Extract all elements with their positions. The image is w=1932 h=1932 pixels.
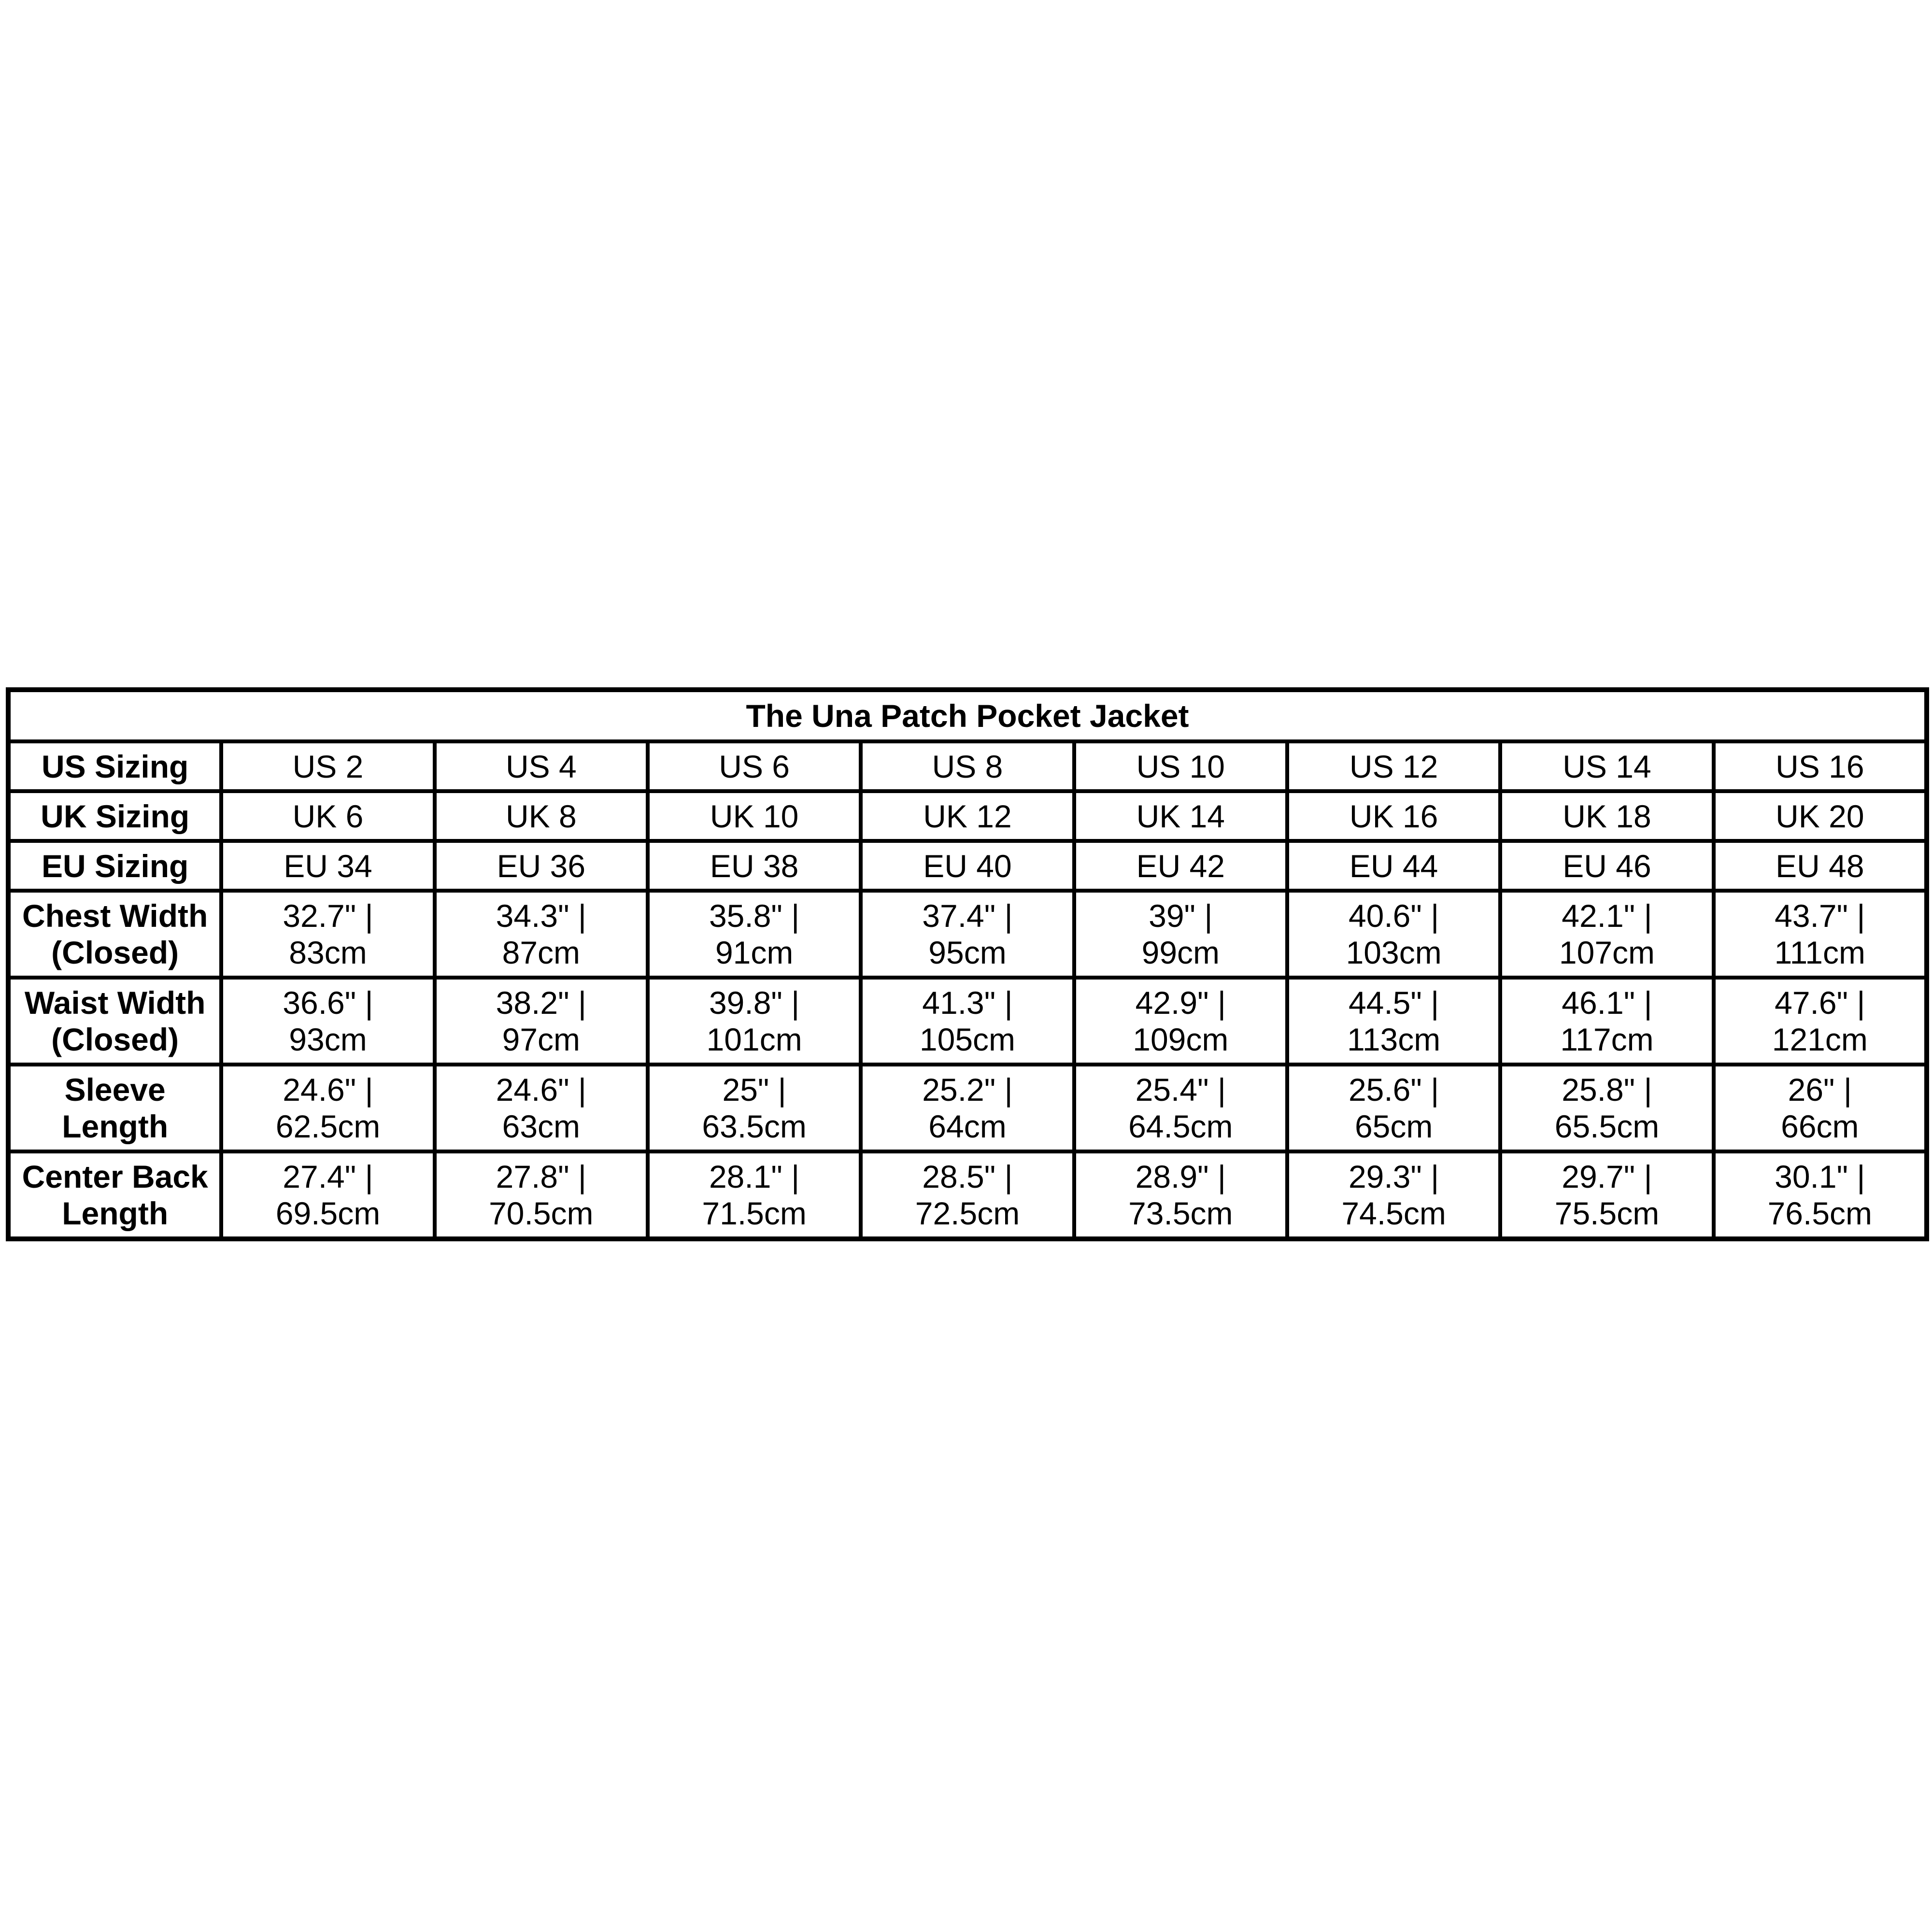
table-row bbox=[8, 891, 1927, 978]
table-cell bbox=[648, 791, 861, 841]
cell-value-line: 73.5cm bbox=[1128, 1195, 1233, 1231]
cell-value-line: UK 10 bbox=[710, 798, 799, 834]
cell-value-line: 121cm bbox=[1772, 1022, 1868, 1057]
table-cell bbox=[861, 741, 1074, 791]
table-row bbox=[8, 741, 1927, 791]
table-cell bbox=[861, 1151, 1074, 1239]
cell-value-line: 64.5cm bbox=[1128, 1108, 1233, 1144]
cell-value-line: 101cm bbox=[706, 1022, 802, 1057]
cell-value-line: EU 42 bbox=[1136, 848, 1225, 884]
cell-value-line: 63cm bbox=[502, 1108, 581, 1144]
table-cell bbox=[1287, 1065, 1500, 1151]
table-cell bbox=[1714, 1151, 1927, 1239]
cell-value-line: US 6 bbox=[719, 748, 790, 784]
table-cell bbox=[221, 841, 434, 891]
cell-value-line: EU 46 bbox=[1563, 848, 1651, 884]
row-label-line: Waist Width bbox=[24, 985, 206, 1021]
cell-value-line: 35.8" | bbox=[709, 898, 800, 934]
row-label-line: Center Back bbox=[22, 1159, 208, 1194]
cell-value-line: EU 36 bbox=[497, 848, 586, 884]
table-cell bbox=[435, 1151, 648, 1239]
cell-value-line: 83cm bbox=[289, 935, 367, 970]
table-cell bbox=[1074, 741, 1287, 791]
cell-value-line: 74.5cm bbox=[1341, 1195, 1446, 1231]
table-cell bbox=[648, 891, 861, 978]
cell-value-line: 66cm bbox=[1781, 1108, 1859, 1144]
cell-value-line: UK 6 bbox=[292, 798, 364, 834]
cell-value-line: 25.6" | bbox=[1348, 1072, 1439, 1108]
table-cell bbox=[1074, 891, 1287, 978]
cell-value-line: 30.1" | bbox=[1775, 1159, 1865, 1194]
cell-value-line: 109cm bbox=[1133, 1022, 1229, 1057]
cell-value-line: 25.2" | bbox=[922, 1072, 1013, 1108]
table-cell bbox=[1500, 741, 1713, 791]
cell-value-line: 65cm bbox=[1354, 1108, 1433, 1144]
cell-value-line: 46.1" | bbox=[1562, 985, 1652, 1021]
table-row bbox=[8, 1151, 1927, 1239]
cell-value-line: 29.7" | bbox=[1562, 1159, 1652, 1194]
row-label-line: (Closed) bbox=[51, 935, 179, 970]
cell-value-line: 24.6" | bbox=[283, 1072, 373, 1108]
cell-value-line: 97cm bbox=[502, 1022, 581, 1057]
table-cell bbox=[1287, 741, 1500, 791]
cell-value-line: 62.5cm bbox=[275, 1108, 381, 1144]
row-label bbox=[8, 841, 221, 891]
cell-value-line: 103cm bbox=[1346, 935, 1442, 970]
table-cell bbox=[1714, 978, 1927, 1065]
cell-value-line: US 12 bbox=[1349, 748, 1438, 784]
table-cell bbox=[435, 1065, 648, 1151]
row-label-line: EU Sizing bbox=[41, 848, 189, 884]
cell-value-line: 65.5cm bbox=[1554, 1108, 1660, 1144]
cell-value-line: 70.5cm bbox=[489, 1195, 594, 1231]
cell-value-line: 99cm bbox=[1141, 935, 1220, 970]
table-cell bbox=[1074, 1065, 1287, 1151]
cell-value-line: UK 14 bbox=[1136, 798, 1225, 834]
cell-value-line: 27.4" | bbox=[283, 1159, 373, 1194]
table-cell bbox=[1500, 1065, 1713, 1151]
cell-value-line: UK 16 bbox=[1349, 798, 1438, 834]
table-cell bbox=[1287, 978, 1500, 1065]
table-cell bbox=[1714, 841, 1927, 891]
table-row bbox=[8, 1065, 1927, 1151]
cell-value-line: UK 18 bbox=[1563, 798, 1651, 834]
title-row bbox=[8, 690, 1927, 741]
cell-value-line: 47.6" | bbox=[1775, 985, 1865, 1021]
table-cell bbox=[1287, 791, 1500, 841]
cell-value-line: 72.5cm bbox=[915, 1195, 1020, 1231]
table-cell bbox=[1074, 978, 1287, 1065]
table-cell bbox=[1714, 741, 1927, 791]
cell-value-line: 87cm bbox=[502, 935, 581, 970]
table-row bbox=[8, 841, 1927, 891]
table-cell bbox=[1500, 891, 1713, 978]
cell-value-line: 39" | bbox=[1149, 898, 1213, 934]
table-cell bbox=[1500, 841, 1713, 891]
cell-value-line: 111cm bbox=[1774, 935, 1865, 970]
cell-value-line: 43.7" | bbox=[1775, 898, 1865, 934]
cell-value-line: 93cm bbox=[289, 1022, 367, 1057]
cell-value-line: 95cm bbox=[928, 935, 1007, 970]
table-cell bbox=[648, 1065, 861, 1151]
cell-value-line: 37.4" | bbox=[922, 898, 1013, 934]
row-label bbox=[8, 791, 221, 841]
cell-value-line: 113cm bbox=[1347, 1022, 1441, 1057]
cell-value-line: EU 34 bbox=[284, 848, 372, 884]
table-cell bbox=[648, 978, 861, 1065]
table-title: The Una Patch Pocket Jacket bbox=[8, 690, 1927, 741]
cell-value-line: 29.3" | bbox=[1348, 1159, 1439, 1194]
row-label-line: Sleeve bbox=[64, 1072, 166, 1108]
table-cell bbox=[861, 891, 1074, 978]
cell-value-line: UK 8 bbox=[505, 798, 577, 834]
table-cell bbox=[648, 1151, 861, 1239]
table-cell bbox=[435, 741, 648, 791]
table-cell bbox=[221, 741, 434, 791]
cell-value-line: 32.7" | bbox=[283, 898, 373, 934]
table-cell bbox=[861, 978, 1074, 1065]
cell-value-line: UK 12 bbox=[923, 798, 1012, 834]
table-cell bbox=[1074, 791, 1287, 841]
size-chart-body bbox=[8, 690, 1927, 1239]
cell-value-line: 42.1" | bbox=[1562, 898, 1652, 934]
cell-value-line: 44.5" | bbox=[1348, 985, 1439, 1021]
row-label-line: UK Sizing bbox=[41, 798, 190, 834]
cell-value-line: 105cm bbox=[919, 1022, 1016, 1057]
row-label bbox=[8, 1151, 221, 1239]
cell-value-line: 75.5cm bbox=[1554, 1195, 1660, 1231]
cell-value-line: EU 44 bbox=[1349, 848, 1438, 884]
cell-value-line: 41.3" | bbox=[922, 985, 1013, 1021]
cell-value-line: 69.5cm bbox=[275, 1195, 381, 1231]
cell-value-line: 27.8" | bbox=[496, 1159, 586, 1194]
row-label-line: Chest Width bbox=[22, 898, 208, 934]
table-cell bbox=[648, 741, 861, 791]
table-cell bbox=[1714, 1065, 1927, 1151]
size-chart-table bbox=[6, 687, 1929, 1241]
cell-value-line: US 4 bbox=[505, 748, 577, 784]
table-cell bbox=[1714, 791, 1927, 841]
cell-value-line: 64cm bbox=[928, 1108, 1007, 1144]
table-cell bbox=[1714, 891, 1927, 978]
cell-value-line: 76.5cm bbox=[1767, 1195, 1873, 1231]
table-cell bbox=[435, 841, 648, 891]
cell-value-line: EU 38 bbox=[710, 848, 799, 884]
cell-value-line: 71.5cm bbox=[702, 1195, 807, 1231]
cell-value-line: 38.2" | bbox=[496, 985, 586, 1021]
table-row bbox=[8, 791, 1927, 841]
cell-value-line: UK 20 bbox=[1776, 798, 1864, 834]
table-cell bbox=[1074, 841, 1287, 891]
table-cell bbox=[435, 891, 648, 978]
row-label bbox=[8, 978, 221, 1065]
cell-value-line: US 2 bbox=[292, 748, 364, 784]
cell-value-line: 107cm bbox=[1559, 935, 1655, 970]
table-cell bbox=[221, 978, 434, 1065]
cell-value-line: US 8 bbox=[932, 748, 1003, 784]
cell-value-line: 42.9" | bbox=[1135, 985, 1226, 1021]
table-cell bbox=[1287, 841, 1500, 891]
table-cell bbox=[1500, 978, 1713, 1065]
cell-value-line: 25.4" | bbox=[1135, 1072, 1226, 1108]
cell-value-line: 63.5cm bbox=[702, 1108, 807, 1144]
cell-value-line: 24.6" | bbox=[496, 1072, 586, 1108]
cell-value-line: 26" | bbox=[1788, 1072, 1852, 1108]
cell-value-line: US 16 bbox=[1776, 748, 1864, 784]
row-label bbox=[8, 891, 221, 978]
table-cell bbox=[861, 791, 1074, 841]
row-label-line: Length bbox=[62, 1108, 169, 1144]
row-label bbox=[8, 1065, 221, 1151]
cell-value-line: EU 48 bbox=[1776, 848, 1864, 884]
table-cell bbox=[1500, 791, 1713, 841]
cell-value-line: 25" | bbox=[722, 1072, 786, 1108]
table-cell bbox=[1074, 1151, 1287, 1239]
cell-value-line: 39.8" | bbox=[709, 985, 800, 1021]
row-label-line: US Sizing bbox=[41, 748, 189, 784]
cell-value-line: 34.3" | bbox=[496, 898, 586, 934]
table-cell bbox=[221, 1065, 434, 1151]
row-label bbox=[8, 741, 221, 791]
table-cell bbox=[648, 841, 861, 891]
cell-value-line: EU 40 bbox=[923, 848, 1012, 884]
cell-value-line: 25.8" | bbox=[1562, 1072, 1652, 1108]
cell-value-line: 36.6" | bbox=[283, 985, 373, 1021]
cell-value-line: 28.5" | bbox=[922, 1159, 1013, 1194]
table-cell bbox=[1500, 1151, 1713, 1239]
table-cell bbox=[1287, 891, 1500, 978]
table-cell bbox=[861, 841, 1074, 891]
table-cell bbox=[221, 791, 434, 841]
table-cell bbox=[221, 1151, 434, 1239]
cell-value-line: US 14 bbox=[1563, 748, 1651, 784]
cell-value-line: US 10 bbox=[1136, 748, 1225, 784]
row-label-line: Length bbox=[62, 1195, 169, 1231]
cell-value-line: 28.9" | bbox=[1135, 1159, 1226, 1194]
cell-value-line: 28.1" | bbox=[709, 1159, 800, 1194]
table-cell bbox=[861, 1065, 1074, 1151]
table-cell bbox=[221, 891, 434, 978]
cell-value-line: 91cm bbox=[715, 935, 794, 970]
cell-value-line: 40.6" | bbox=[1348, 898, 1439, 934]
table-cell bbox=[435, 978, 648, 1065]
table-row bbox=[8, 978, 1927, 1065]
cell-value-line: 117cm bbox=[1560, 1022, 1654, 1057]
table-cell bbox=[435, 791, 648, 841]
table-cell bbox=[1287, 1151, 1500, 1239]
row-label-line: (Closed) bbox=[51, 1022, 179, 1057]
